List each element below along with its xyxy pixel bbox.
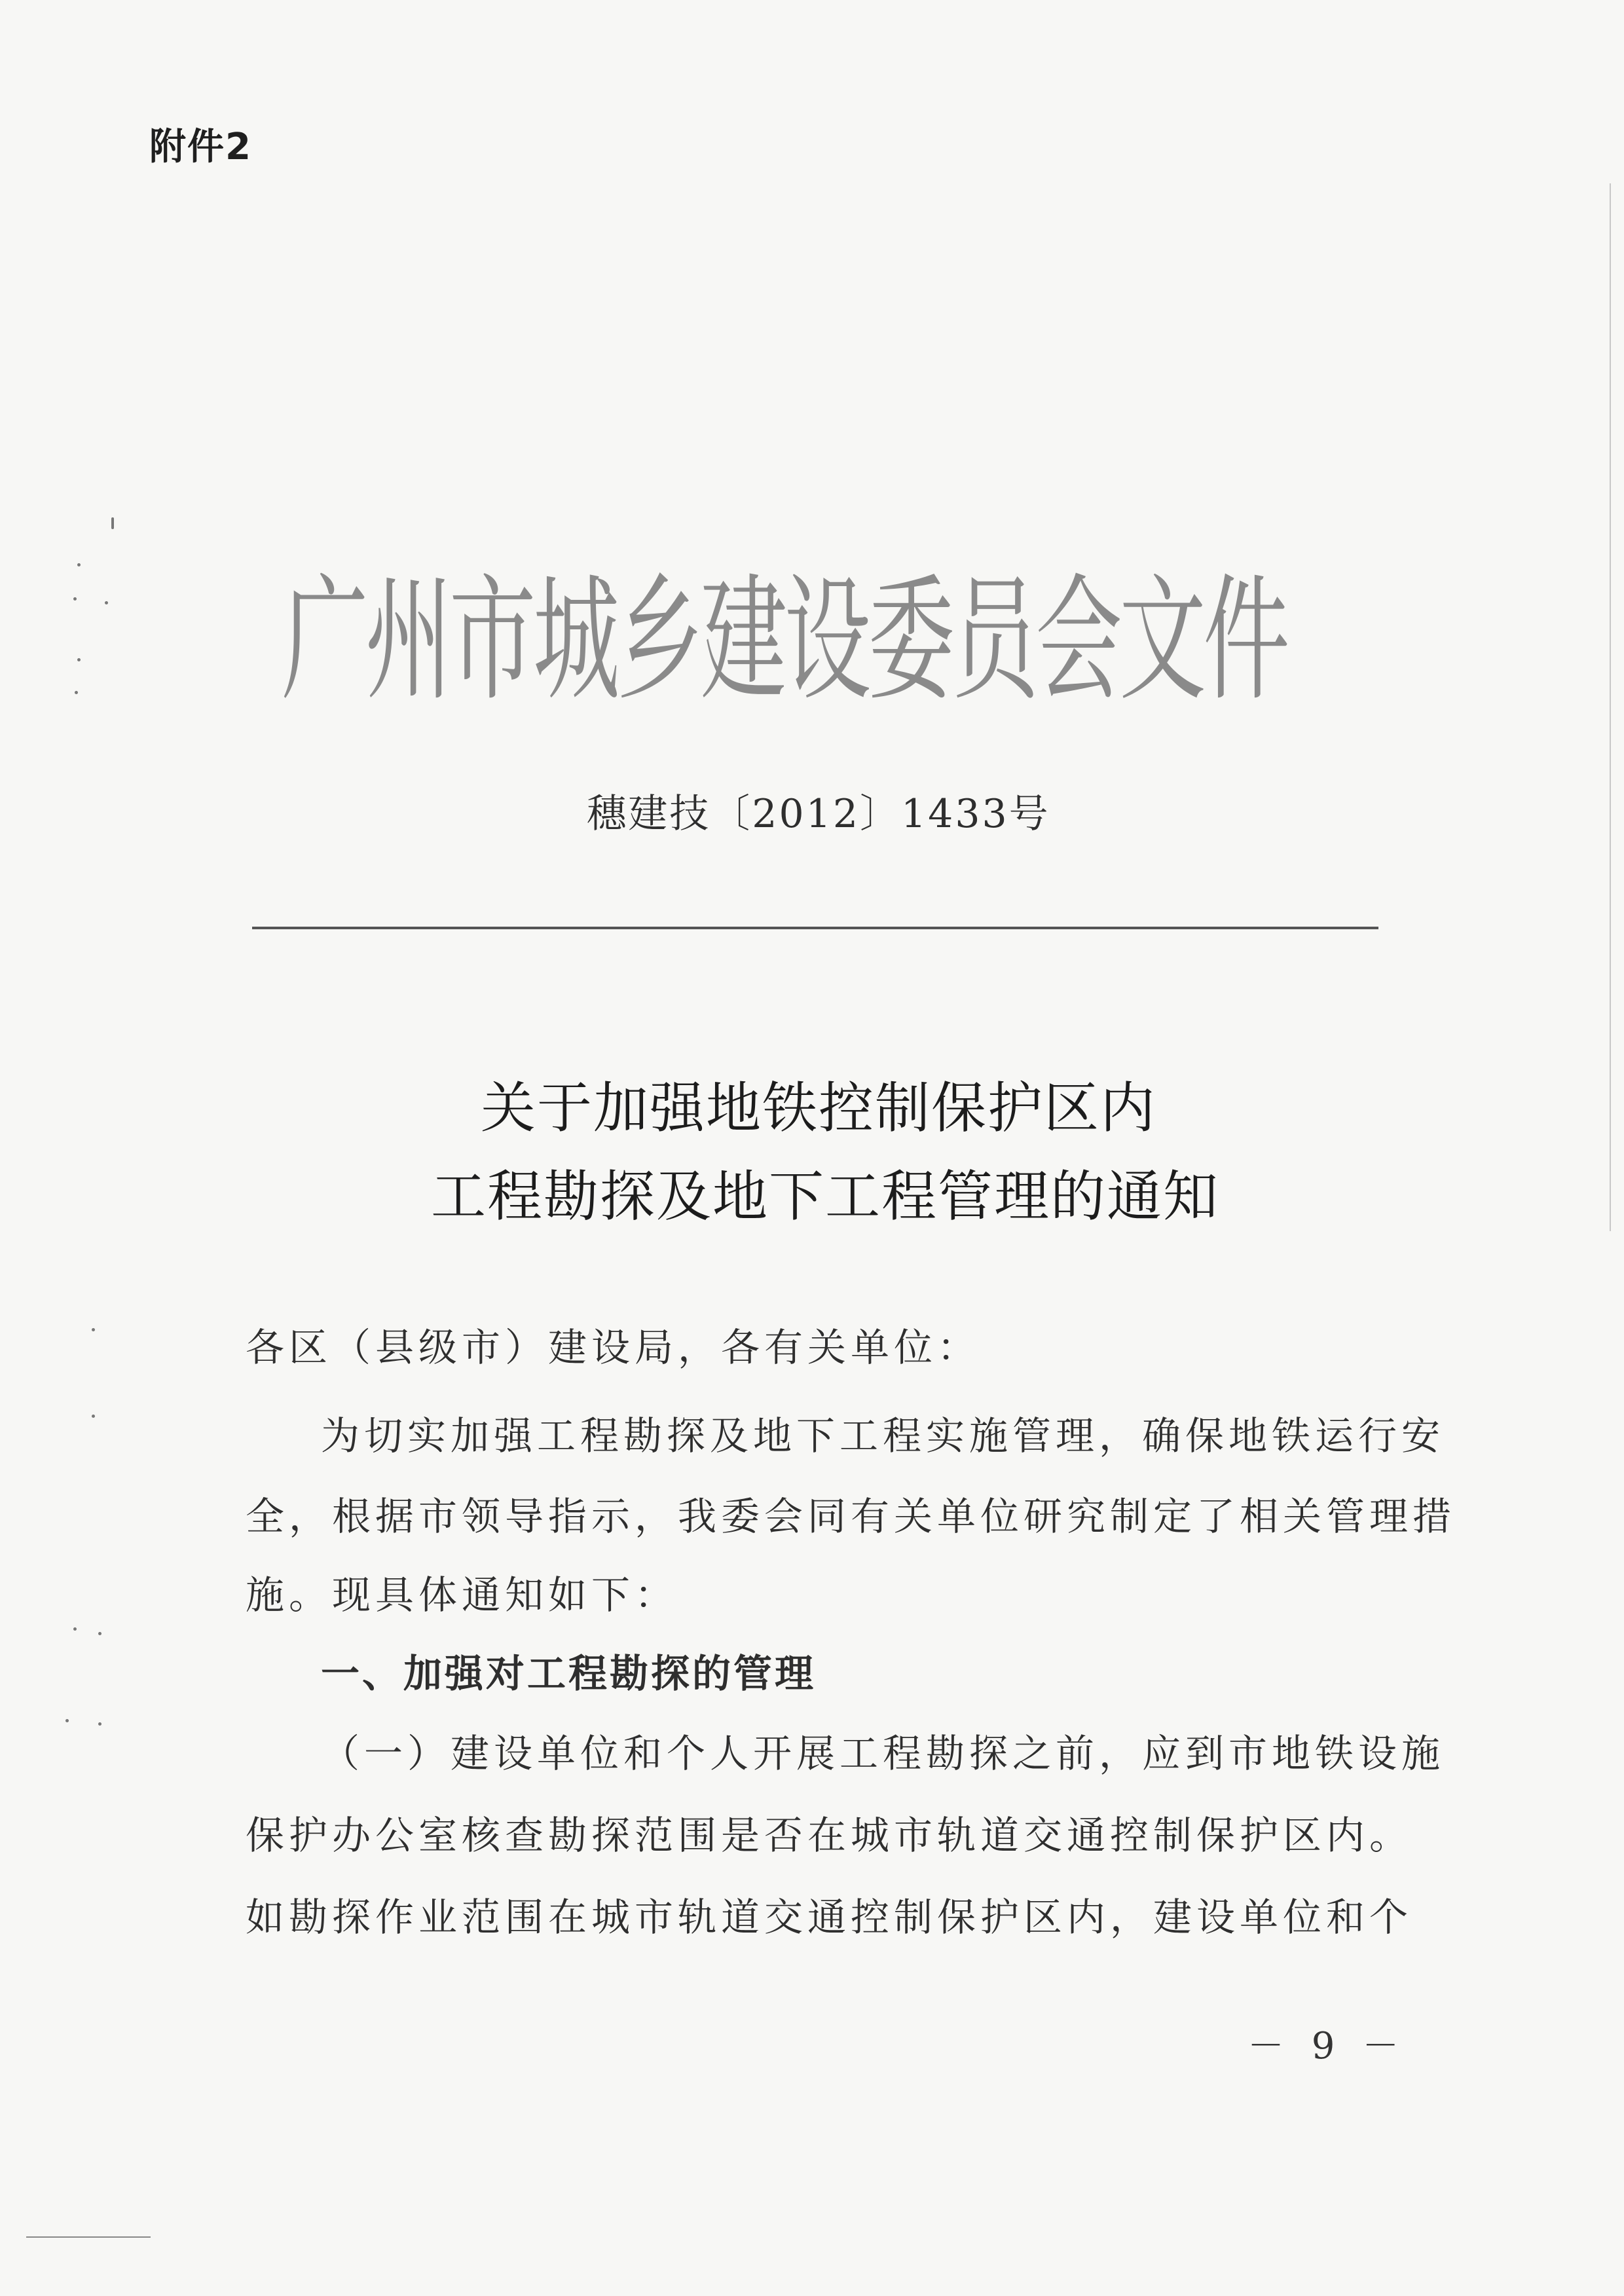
scan-artifact bbox=[98, 1632, 101, 1635]
scan-artifact bbox=[65, 1719, 69, 1722]
page-number: － 9 － bbox=[1247, 2025, 1407, 2067]
document-number: 穗建技〔2012〕1433号 bbox=[587, 791, 1050, 837]
paragraph-line: （一）建设单位和个人开展工程勘探之前，应到市地铁设施 bbox=[321, 1731, 1445, 1776]
paragraph-line: 为切实加强工程勘探及地下工程实施管理，确保地铁运行安 bbox=[321, 1413, 1445, 1458]
paragraph-line: 全，根据市领导指示，我委会同有关单位研究制定了相关管理措 bbox=[246, 1494, 1456, 1539]
letterhead-title: 广州市城乡建设委员会文件 bbox=[282, 561, 1287, 720]
scan-artifact bbox=[92, 1328, 95, 1331]
notice-title-line-2: 工程勘探及地下工程管理的通知 bbox=[430, 1164, 1219, 1229]
scan-artifact bbox=[77, 563, 81, 566]
scan-artifact bbox=[77, 658, 81, 661]
scan-artifact bbox=[26, 2236, 151, 2238]
scan-artifact bbox=[75, 691, 78, 694]
scan-artifact bbox=[98, 1722, 101, 1726]
paragraph-line: 保护办公室核查勘探范围是否在城市轨道交通控制保护区内。 bbox=[246, 1813, 1413, 1858]
paragraph-line: 如勘探作业范围在城市轨道交通控制保护区内，建设单位和个 bbox=[246, 1895, 1413, 1940]
scan-artifact bbox=[105, 601, 108, 604]
scan-artifact bbox=[73, 1627, 77, 1631]
paragraph-line: 施。现具体通知如下： bbox=[246, 1572, 678, 1618]
scan-artifact bbox=[73, 597, 77, 601]
scan-artifact bbox=[111, 517, 114, 529]
salutation: 各区（县级市）建设局，各有关单位： bbox=[246, 1325, 981, 1370]
section-heading: 一、加强对工程勘探的管理 bbox=[321, 1651, 817, 1696]
scan-artifact bbox=[92, 1415, 95, 1418]
notice-title-line-1: 关于加强地铁控制保护区内 bbox=[480, 1076, 1156, 1140]
header-divider bbox=[252, 927, 1378, 929]
attachment-label: 附件2 bbox=[149, 126, 252, 168]
